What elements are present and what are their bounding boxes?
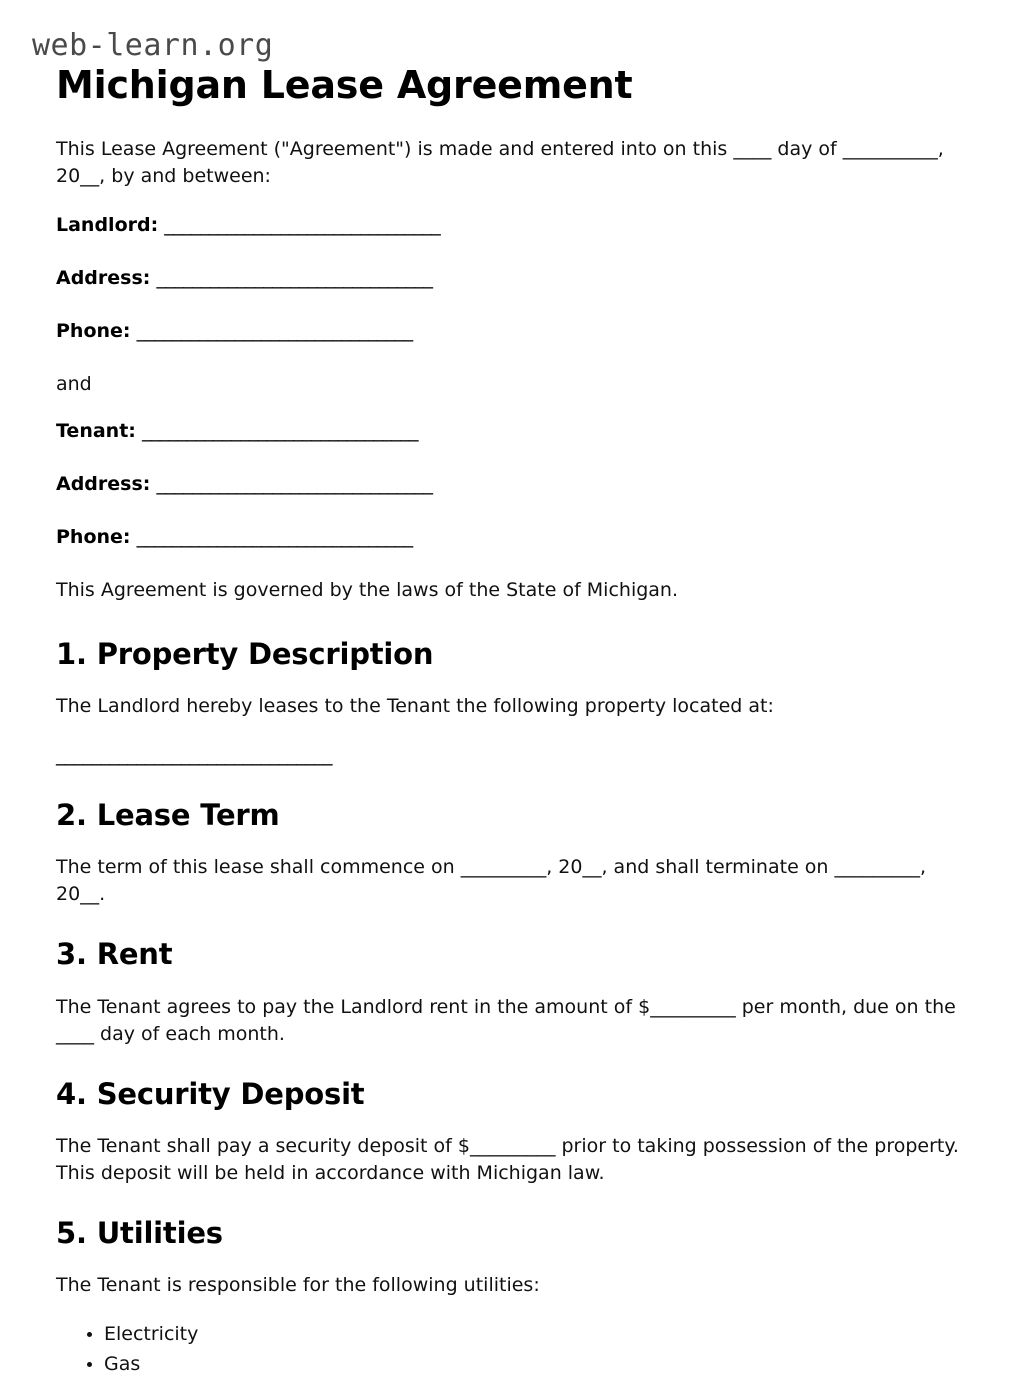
section-heading-rent: 3. Rent	[56, 938, 970, 971]
tenant-phone-blank[interactable]: _______________________________	[137, 526, 413, 548]
section-body-lease-term: The term of this lease shall commence on _________, 20__, and shall terminate on _________, 20__.	[56, 854, 970, 908]
tenant-name-blank[interactable]: _______________________________	[142, 420, 418, 442]
property-address-blank[interactable]: _______________________________	[56, 742, 970, 769]
landlord-name-field	[56, 212, 970, 239]
site-brand: web-learn.org	[32, 30, 970, 62]
landlord-phone-label: Phone:	[56, 320, 131, 342]
utilities-list	[56, 1321, 970, 1378]
landlord-address-blank[interactable]: _______________________________	[156, 267, 432, 289]
landlord-address-field	[56, 265, 970, 292]
parties-connector: and	[56, 371, 970, 398]
tenant-address-blank[interactable]: _______________________________	[156, 473, 432, 495]
page-title: Michigan Lease Agreement	[56, 64, 970, 107]
list-item: • Electricity	[104, 1321, 970, 1348]
section-body-security-deposit: The Tenant shall pay a security deposit of $_________ prior to taking possession of the property. This deposit will be held in accordance with Michigan law.	[56, 1133, 970, 1187]
intro-paragraph: This Lease Agreement ("Agreement") is made and entered into on this ____ day of __________, 20__, by and between:	[56, 136, 970, 190]
document-content	[32, 64, 970, 1378]
landlord-name-label: Landlord:	[56, 214, 158, 236]
landlord-phone-field	[56, 318, 970, 345]
landlord-address-label: Address:	[56, 267, 150, 289]
section-heading-lease-term: 2. Lease Term	[56, 799, 970, 832]
governing-law-paragraph: This Agreement is governed by the laws of the State of Michigan.	[56, 577, 970, 604]
section-body-rent: The Tenant agrees to pay the Landlord rent in the amount of $_________ per month, due on the ____ day of each month.	[56, 994, 970, 1048]
landlord-phone-blank[interactable]: _______________________________	[137, 320, 413, 342]
tenant-phone-label: Phone:	[56, 526, 131, 548]
tenant-phone-field	[56, 524, 970, 551]
list-item: • Gas	[104, 1351, 970, 1378]
tenant-address-field	[56, 471, 970, 498]
section-heading-utilities: 5. Utilities	[56, 1217, 970, 1250]
tenant-address-label: Address:	[56, 473, 150, 495]
landlord-name-blank[interactable]: _______________________________	[164, 214, 440, 236]
tenant-name-label: Tenant:	[56, 420, 136, 442]
section-body-property-description: The Landlord hereby leases to the Tenant the following property located at:	[56, 693, 970, 720]
section-heading-property-description: 1. Property Description	[56, 638, 970, 671]
tenant-name-field	[56, 418, 970, 445]
section-heading-security-deposit: 4. Security Deposit	[56, 1078, 970, 1111]
section-body-utilities: The Tenant is responsible for the following utilities:	[56, 1272, 970, 1299]
